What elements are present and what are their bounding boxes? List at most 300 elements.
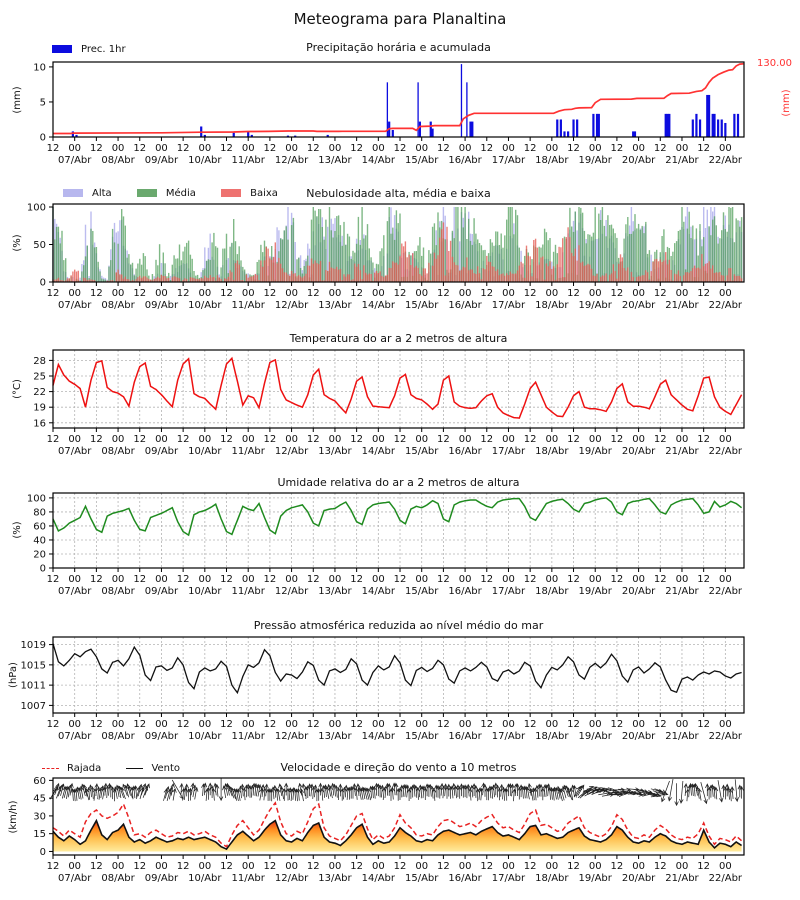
cloudiness-panel: [27, 203, 744, 312]
svg-text:12: 12: [176, 861, 190, 872]
svg-text:12: 12: [350, 434, 364, 445]
precipitation-panel: [33, 62, 744, 166]
svg-text:12: 12: [480, 143, 494, 154]
svg-text:00: 00: [675, 143, 689, 154]
svg-text:12: 12: [46, 434, 60, 445]
accumulated-line: [53, 64, 743, 134]
svg-text:00: 00: [68, 434, 82, 445]
svg-text:10/Abr: 10/Abr: [188, 873, 222, 884]
svg-text:12: 12: [567, 574, 580, 585]
precipitation-title: Precipitação horária e acumulada: [306, 41, 491, 54]
svg-text:00: 00: [68, 288, 82, 299]
svg-text:00: 00: [588, 434, 602, 445]
svg-text:00: 00: [415, 574, 429, 585]
svg-text:12: 12: [90, 434, 103, 445]
svg-text:16/Abr: 16/Abr: [448, 731, 482, 742]
svg-text:5: 5: [39, 97, 46, 109]
svg-text:07/Abr: 07/Abr: [57, 731, 92, 742]
svg-text:12: 12: [220, 288, 233, 299]
svg-text:00: 00: [371, 143, 385, 154]
pressure-title: Pressão atmosférica reduzida ao nível médio do mar: [253, 619, 544, 632]
svg-text:12: 12: [220, 143, 233, 154]
svg-text:09/Abr: 09/Abr: [144, 586, 179, 597]
svg-text:00: 00: [371, 574, 385, 585]
svg-text:12: 12: [306, 574, 320, 585]
svg-text:00: 00: [241, 719, 255, 730]
svg-text:19/Abr: 19/Abr: [578, 155, 612, 166]
svg-text:12: 12: [437, 434, 450, 445]
svg-text:22: 22: [33, 387, 46, 399]
temperature-title: Temperatura do ar a 2 metros de altura: [289, 332, 508, 345]
svg-text:60: 60: [33, 521, 46, 533]
svg-text:17/Abr: 17/Abr: [491, 155, 526, 166]
svg-text:00: 00: [68, 143, 82, 154]
svg-text:19/Abr: 19/Abr: [578, 586, 612, 597]
x-axis: [47, 282, 743, 311]
svg-text:00: 00: [502, 719, 515, 730]
svg-text:12: 12: [220, 719, 233, 730]
svg-text:07/Abr: 07/Abr: [57, 446, 92, 457]
svg-text:17/Abr: 17/Abr: [491, 446, 526, 457]
svg-text:00: 00: [198, 861, 212, 872]
wind-ylabel: (km/h): [8, 800, 19, 834]
svg-text:12: 12: [133, 143, 147, 154]
svg-text:12: 12: [480, 574, 494, 585]
svg-text:00: 00: [458, 719, 472, 730]
svg-text:19/Abr: 19/Abr: [578, 731, 612, 742]
svg-text:12: 12: [263, 288, 277, 299]
svg-text:07/Abr: 07/Abr: [57, 586, 92, 597]
svg-text:16/Abr: 16/Abr: [448, 586, 482, 597]
svg-text:00: 00: [371, 861, 385, 872]
svg-text:12: 12: [306, 143, 320, 154]
svg-text:19/Abr: 19/Abr: [578, 300, 612, 311]
svg-text:0: 0: [39, 132, 46, 144]
precip-bars: [72, 64, 739, 137]
svg-text:07/Abr: 07/Abr: [57, 300, 92, 311]
y-axis: [33, 776, 53, 858]
svg-text:13/Abr: 13/Abr: [318, 446, 352, 457]
svg-text:00: 00: [241, 434, 255, 445]
svg-text:12/Abr: 12/Abr: [274, 155, 309, 166]
svg-text:12: 12: [350, 143, 364, 154]
svg-text:00: 00: [415, 719, 429, 730]
svg-text:12: 12: [220, 574, 233, 585]
svg-text:18/Abr: 18/Abr: [535, 446, 569, 457]
svg-text:15/Abr: 15/Abr: [405, 873, 439, 884]
baixa-legend-label: Baixa: [250, 188, 278, 199]
svg-text:22/Abr: 22/Abr: [708, 155, 743, 166]
svg-text:10/Abr: 10/Abr: [188, 155, 222, 166]
svg-text:12: 12: [480, 434, 494, 445]
svg-text:12: 12: [176, 143, 190, 154]
svg-text:12: 12: [610, 574, 624, 585]
svg-text:00: 00: [241, 143, 255, 154]
svg-text:00: 00: [718, 434, 732, 445]
rajada-legend-label: Rajada: [67, 763, 102, 774]
y-axis: [27, 493, 53, 574]
svg-text:100: 100: [26, 202, 46, 214]
svg-text:14/Abr: 14/Abr: [361, 586, 396, 597]
svg-text:00: 00: [155, 719, 168, 730]
svg-text:21/Abr: 21/Abr: [665, 300, 699, 311]
svg-text:00: 00: [588, 288, 602, 299]
svg-text:18/Abr: 18/Abr: [535, 155, 569, 166]
svg-text:40: 40: [33, 535, 46, 547]
svg-text:22/Abr: 22/Abr: [708, 586, 743, 597]
svg-text:00: 00: [415, 143, 429, 154]
svg-text:12/Abr: 12/Abr: [274, 873, 309, 884]
svg-text:20/Abr: 20/Abr: [621, 300, 656, 311]
svg-text:12: 12: [90, 143, 103, 154]
y-axis: [27, 203, 53, 289]
svg-text:00: 00: [675, 861, 689, 872]
svg-text:12: 12: [306, 288, 320, 299]
svg-text:15/Abr: 15/Abr: [405, 300, 439, 311]
svg-text:00: 00: [68, 861, 82, 872]
svg-text:00: 00: [371, 434, 385, 445]
svg-text:19/Abr: 19/Abr: [578, 873, 612, 884]
svg-text:00: 00: [458, 288, 472, 299]
svg-text:12: 12: [610, 719, 624, 730]
svg-text:00: 00: [285, 288, 298, 299]
svg-text:12: 12: [697, 574, 711, 585]
svg-text:50: 50: [33, 240, 46, 251]
svg-text:12: 12: [653, 434, 667, 445]
svg-text:28: 28: [33, 355, 46, 367]
svg-text:00: 00: [328, 434, 342, 445]
svg-text:12: 12: [306, 434, 320, 445]
svg-text:10/Abr: 10/Abr: [188, 446, 222, 457]
wind-panel: [33, 776, 744, 884]
plot-root: [21, 62, 744, 884]
svg-text:12: 12: [523, 143, 537, 154]
axes-frame: [53, 637, 744, 713]
svg-text:12: 12: [697, 288, 711, 299]
svg-text:00: 00: [502, 861, 515, 872]
svg-text:08/Abr: 08/Abr: [101, 873, 135, 884]
svg-text:00: 00: [588, 861, 602, 872]
svg-text:00: 00: [111, 434, 125, 445]
svg-text:16/Abr: 16/Abr: [448, 300, 482, 311]
svg-text:12: 12: [90, 574, 103, 585]
svg-text:14/Abr: 14/Abr: [361, 731, 396, 742]
svg-text:00: 00: [718, 861, 732, 872]
svg-text:00: 00: [328, 574, 342, 585]
svg-text:00: 00: [285, 434, 298, 445]
svg-text:12: 12: [567, 143, 580, 154]
svg-text:00: 00: [632, 288, 645, 299]
svg-text:00: 00: [328, 719, 342, 730]
svg-text:12: 12: [653, 288, 667, 299]
svg-text:00: 00: [155, 288, 168, 299]
svg-text:12: 12: [350, 861, 364, 872]
svg-text:08/Abr: 08/Abr: [101, 731, 135, 742]
svg-text:12: 12: [133, 861, 147, 872]
svg-text:11/Abr: 11/Abr: [231, 155, 265, 166]
svg-text:12: 12: [220, 434, 233, 445]
svg-text:00: 00: [458, 434, 472, 445]
svg-text:00: 00: [241, 861, 255, 872]
svg-text:00: 00: [241, 574, 255, 585]
svg-text:12: 12: [46, 143, 60, 154]
svg-text:12: 12: [653, 719, 667, 730]
svg-text:11/Abr: 11/Abr: [231, 300, 265, 311]
x-axis: [47, 428, 743, 457]
svg-text:12: 12: [437, 574, 450, 585]
svg-text:18/Abr: 18/Abr: [535, 873, 569, 884]
svg-text:0: 0: [39, 846, 46, 858]
y-axis: [33, 62, 53, 143]
svg-text:00: 00: [718, 288, 732, 299]
wind-title: Velocidade e direção do vento a 10 metros: [280, 761, 517, 774]
svg-text:15/Abr: 15/Abr: [405, 586, 439, 597]
svg-text:19: 19: [33, 402, 46, 414]
svg-text:00: 00: [371, 288, 385, 299]
svg-text:00: 00: [502, 143, 515, 154]
svg-text:12: 12: [480, 719, 494, 730]
svg-text:18/Abr: 18/Abr: [535, 300, 569, 311]
svg-text:00: 00: [285, 861, 298, 872]
svg-text:09/Abr: 09/Abr: [144, 873, 179, 884]
svg-text:20/Abr: 20/Abr: [621, 155, 656, 166]
accumulated-total-label: 130.00: [757, 58, 792, 69]
svg-text:15: 15: [33, 829, 46, 841]
svg-text:00: 00: [458, 861, 472, 872]
svg-text:00: 00: [68, 719, 82, 730]
svg-text:12: 12: [176, 434, 190, 445]
svg-text:12: 12: [306, 719, 320, 730]
svg-text:12: 12: [697, 861, 711, 872]
svg-text:00: 00: [415, 861, 429, 872]
svg-text:12: 12: [393, 288, 407, 299]
svg-text:12: 12: [46, 574, 60, 585]
svg-text:1011: 1011: [20, 680, 46, 692]
svg-text:12: 12: [697, 719, 711, 730]
svg-text:12: 12: [350, 574, 364, 585]
svg-text:12: 12: [523, 288, 537, 299]
svg-text:12: 12: [133, 574, 147, 585]
svg-text:00: 00: [198, 434, 212, 445]
svg-text:18/Abr: 18/Abr: [535, 731, 569, 742]
svg-text:30: 30: [33, 811, 46, 823]
svg-text:12: 12: [610, 143, 624, 154]
svg-text:20/Abr: 20/Abr: [621, 731, 656, 742]
svg-text:16/Abr: 16/Abr: [448, 446, 482, 457]
svg-text:12: 12: [350, 719, 364, 730]
svg-text:12/Abr: 12/Abr: [274, 731, 309, 742]
svg-text:12/Abr: 12/Abr: [274, 446, 309, 457]
svg-text:00: 00: [675, 719, 689, 730]
svg-text:13/Abr: 13/Abr: [318, 155, 352, 166]
svg-text:00: 00: [675, 434, 689, 445]
svg-text:11/Abr: 11/Abr: [231, 586, 265, 597]
svg-text:1015: 1015: [20, 660, 46, 672]
svg-text:22/Abr: 22/Abr: [708, 873, 743, 884]
precipitation-ylabel: (mm): [12, 86, 23, 114]
svg-text:00: 00: [328, 288, 342, 299]
temperature-ylabel: (°C): [12, 379, 23, 399]
axes-frame: [53, 350, 744, 428]
svg-text:16/Abr: 16/Abr: [448, 873, 482, 884]
svg-text:14/Abr: 14/Abr: [361, 300, 396, 311]
svg-text:21/Abr: 21/Abr: [665, 446, 699, 457]
svg-text:07/Abr: 07/Abr: [57, 873, 92, 884]
svg-text:12: 12: [653, 574, 667, 585]
pressure-panel: [21, 637, 744, 742]
svg-text:12: 12: [133, 434, 147, 445]
svg-text:12: 12: [46, 288, 60, 299]
svg-text:00: 00: [588, 574, 602, 585]
humidity-ylabel: (%): [12, 521, 23, 539]
vento-legend-label: Vento: [151, 763, 181, 774]
svg-text:00: 00: [198, 574, 212, 585]
svg-text:00: 00: [632, 719, 645, 730]
svg-text:00: 00: [632, 574, 645, 585]
svg-text:17/Abr: 17/Abr: [491, 873, 526, 884]
svg-text:00: 00: [502, 434, 515, 445]
grid: [53, 637, 744, 713]
svg-text:00: 00: [241, 288, 255, 299]
svg-text:15/Abr: 15/Abr: [405, 446, 439, 457]
svg-text:12/Abr: 12/Abr: [274, 586, 309, 597]
svg-text:12: 12: [567, 861, 580, 872]
svg-text:12: 12: [393, 434, 407, 445]
svg-text:12: 12: [46, 719, 60, 730]
media-bars: [52, 207, 742, 282]
svg-text:12/Abr: 12/Abr: [274, 300, 309, 311]
svg-text:08/Abr: 08/Abr: [101, 586, 135, 597]
svg-text:12: 12: [90, 719, 103, 730]
svg-text:80: 80: [33, 507, 46, 519]
precip-legend-label: Prec. 1hr: [81, 44, 126, 55]
svg-text:12: 12: [263, 719, 277, 730]
svg-text:00: 00: [718, 719, 732, 730]
svg-text:20/Abr: 20/Abr: [621, 446, 656, 457]
svg-text:00: 00: [155, 434, 168, 445]
svg-text:22/Abr: 22/Abr: [708, 446, 743, 457]
svg-text:10: 10: [33, 62, 46, 74]
svg-text:12: 12: [523, 434, 537, 445]
svg-text:12: 12: [437, 861, 450, 872]
cloudiness-ylabel: (%): [12, 234, 23, 252]
svg-text:00: 00: [111, 288, 125, 299]
x-axis: [47, 855, 743, 884]
svg-text:12: 12: [567, 434, 580, 445]
wind-direction-arrows: [50, 778, 743, 805]
media-legend-label: Média: [165, 188, 196, 199]
svg-text:09/Abr: 09/Abr: [144, 731, 179, 742]
svg-text:12: 12: [610, 288, 624, 299]
svg-text:45: 45: [33, 793, 46, 805]
svg-text:00: 00: [328, 861, 342, 872]
svg-text:00: 00: [285, 719, 298, 730]
svg-text:17/Abr: 17/Abr: [491, 731, 526, 742]
svg-text:00: 00: [458, 143, 472, 154]
svg-text:20/Abr: 20/Abr: [621, 873, 656, 884]
svg-text:12: 12: [393, 861, 407, 872]
svg-text:12: 12: [437, 288, 450, 299]
svg-text:12: 12: [697, 143, 711, 154]
svg-text:00: 00: [588, 719, 602, 730]
x-axis: [47, 713, 743, 742]
svg-text:12: 12: [567, 719, 580, 730]
svg-text:00: 00: [545, 434, 559, 445]
x-axis: [47, 137, 743, 166]
svg-text:15/Abr: 15/Abr: [405, 731, 439, 742]
svg-text:12: 12: [176, 719, 190, 730]
svg-text:13/Abr: 13/Abr: [318, 300, 352, 311]
svg-text:12: 12: [653, 861, 667, 872]
svg-text:20/Abr: 20/Abr: [621, 586, 656, 597]
svg-text:10/Abr: 10/Abr: [188, 300, 222, 311]
svg-text:1019: 1019: [20, 640, 46, 652]
svg-text:00: 00: [285, 574, 298, 585]
svg-text:12: 12: [263, 574, 277, 585]
svg-text:00: 00: [155, 861, 168, 872]
svg-text:12: 12: [133, 719, 147, 730]
svg-text:12: 12: [263, 143, 277, 154]
svg-text:12: 12: [567, 288, 580, 299]
svg-text:12: 12: [46, 861, 60, 872]
svg-text:07/Abr: 07/Abr: [57, 155, 92, 166]
svg-text:00: 00: [458, 574, 472, 585]
svg-text:00: 00: [632, 143, 645, 154]
svg-text:17/Abr: 17/Abr: [491, 586, 526, 597]
svg-text:21/Abr: 21/Abr: [665, 586, 699, 597]
svg-text:12: 12: [610, 861, 624, 872]
svg-text:16: 16: [33, 418, 46, 430]
svg-text:00: 00: [502, 574, 515, 585]
svg-text:10/Abr: 10/Abr: [188, 586, 222, 597]
svg-text:12: 12: [393, 143, 407, 154]
cloudiness-title: Nebulosidade alta, média e baixa: [306, 187, 491, 200]
svg-text:13/Abr: 13/Abr: [318, 873, 352, 884]
grid: [53, 350, 744, 428]
svg-text:10/Abr: 10/Abr: [188, 731, 222, 742]
svg-text:12: 12: [90, 861, 103, 872]
svg-text:12: 12: [176, 288, 190, 299]
svg-text:20: 20: [33, 549, 46, 561]
svg-text:00: 00: [632, 434, 645, 445]
svg-text:16/Abr: 16/Abr: [448, 155, 482, 166]
svg-text:00: 00: [545, 143, 559, 154]
pressure-ylabel: (hPa): [8, 662, 19, 688]
svg-text:12: 12: [697, 434, 711, 445]
wind-fill: [53, 821, 742, 852]
svg-text:12: 12: [393, 719, 407, 730]
svg-text:12: 12: [523, 861, 537, 872]
svg-text:00: 00: [198, 288, 212, 299]
temperature-panel: [33, 350, 744, 457]
svg-text:0: 0: [39, 563, 46, 575]
svg-text:1007: 1007: [20, 700, 46, 712]
svg-text:11/Abr: 11/Abr: [231, 873, 265, 884]
svg-text:22/Abr: 22/Abr: [708, 731, 743, 742]
svg-text:00: 00: [111, 143, 125, 154]
svg-text:00: 00: [632, 861, 645, 872]
svg-text:12: 12: [393, 574, 407, 585]
svg-text:00: 00: [545, 719, 559, 730]
svg-text:12: 12: [220, 861, 233, 872]
svg-text:13/Abr: 13/Abr: [318, 731, 352, 742]
svg-text:00: 00: [111, 574, 125, 585]
axes-frame: [53, 62, 744, 137]
svg-text:12: 12: [176, 574, 190, 585]
y-axis: [33, 356, 53, 429]
svg-text:12: 12: [90, 288, 103, 299]
svg-text:21/Abr: 21/Abr: [665, 155, 699, 166]
